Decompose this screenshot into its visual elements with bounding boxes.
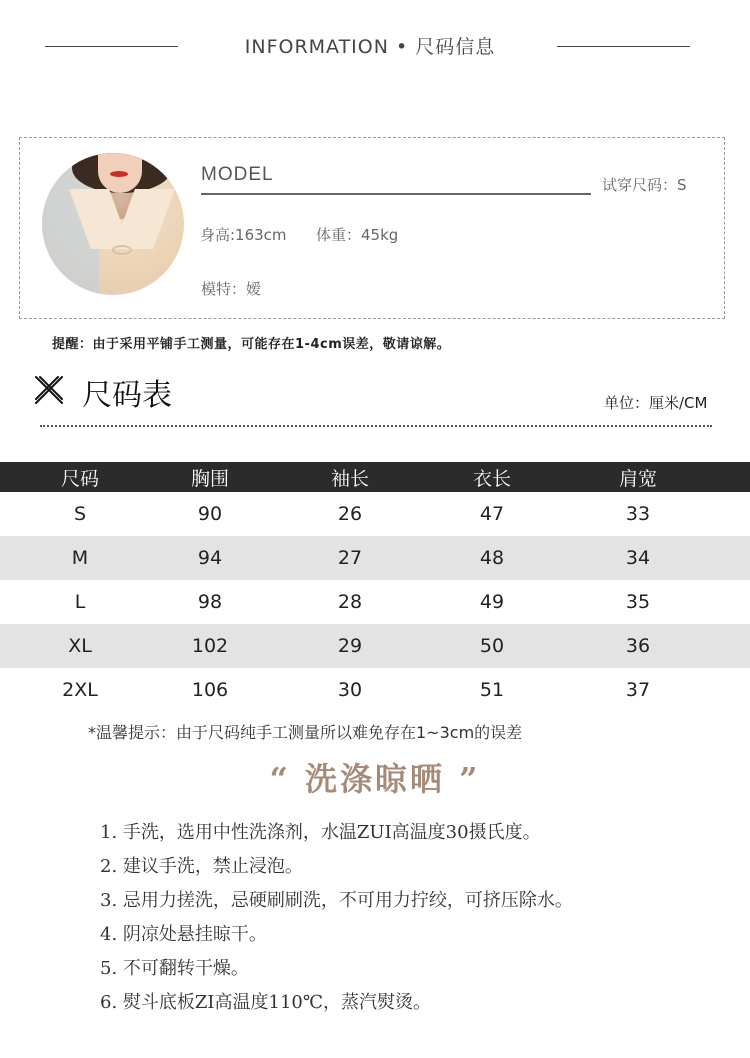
table-row bbox=[0, 580, 750, 624]
table-cell: 49 bbox=[479, 591, 505, 613]
list-item: 5. 不可翻转干燥。 bbox=[100, 958, 249, 979]
list-item: 3. 忌用力搓洗，忌硬刷刷洗，不可用力拧绞，可挤压除水。 bbox=[100, 890, 573, 911]
model-underline bbox=[201, 193, 591, 195]
table-cell: 98 bbox=[197, 591, 223, 613]
table-header-cell: 袖长 bbox=[330, 467, 369, 490]
model-name: 模特：嫒 bbox=[201, 280, 262, 298]
table-cell: 47 bbox=[479, 503, 505, 525]
list-item: 2. 建议手洗，禁止浸泡。 bbox=[100, 856, 303, 877]
table-cell: 90 bbox=[197, 503, 223, 525]
table-cell: 2XL bbox=[62, 679, 98, 701]
size-chart-unit: 单位：厘米/CM bbox=[604, 394, 708, 412]
table-row bbox=[0, 624, 750, 668]
tryon-size: 试穿尺码：S bbox=[602, 176, 687, 194]
washing-instructions bbox=[100, 818, 573, 1022]
table-cell: 27 bbox=[337, 547, 363, 569]
table-cell: S bbox=[73, 503, 87, 525]
table-cell: 34 bbox=[625, 547, 651, 569]
table-cell: 106 bbox=[191, 679, 229, 701]
table-cell: 51 bbox=[479, 679, 505, 701]
header-divider-right bbox=[557, 46, 690, 47]
size-table bbox=[0, 462, 750, 712]
table-cell: 28 bbox=[337, 591, 363, 613]
measurement-reminder: 提醒：由于采用平铺手工测量，可能存在1-4cm误差，敬请谅解。 bbox=[52, 337, 451, 352]
table-cell: 37 bbox=[625, 679, 651, 701]
model-height: 身高:163cm bbox=[200, 226, 287, 244]
model-info-card bbox=[19, 137, 725, 319]
table-cell: 29 bbox=[337, 635, 363, 657]
table-cell: 30 bbox=[337, 679, 363, 701]
table-cell: 102 bbox=[191, 635, 229, 657]
header-divider-left bbox=[45, 46, 178, 47]
table-cell: L bbox=[74, 591, 86, 613]
page-title: INFORMATION • 尺码信息 bbox=[244, 36, 496, 58]
dotted-divider bbox=[40, 425, 712, 427]
table-cell: 33 bbox=[625, 503, 651, 525]
model-weight: 体重：45kg bbox=[316, 226, 399, 244]
table-row bbox=[0, 668, 750, 712]
model-label: MODEL bbox=[201, 164, 274, 185]
table-cell: M bbox=[71, 547, 89, 569]
cross-icon bbox=[32, 373, 66, 407]
table-cell: 35 bbox=[625, 591, 651, 613]
table-cell: 94 bbox=[197, 547, 223, 569]
table-cell: 36 bbox=[625, 635, 651, 657]
table-cell: 50 bbox=[479, 635, 505, 657]
washing-title: “ 洗涤晾晒 ” bbox=[269, 760, 481, 798]
table-cell: 26 bbox=[337, 503, 363, 525]
table-cell: XL bbox=[68, 635, 92, 657]
table-header-row bbox=[0, 462, 750, 492]
table-header-cell: 衣长 bbox=[472, 467, 511, 490]
table-note: *温馨提示：由于尺码纯手工测量所以难免存在1~3cm的误差 bbox=[88, 723, 523, 742]
size-chart-title: 尺码表 bbox=[82, 378, 172, 413]
table-header-cell: 肩宽 bbox=[618, 467, 657, 490]
table-row bbox=[0, 536, 750, 580]
table-header-cell: 胸围 bbox=[190, 467, 229, 490]
table-row bbox=[0, 492, 750, 536]
table-header-cell: 尺码 bbox=[60, 467, 99, 490]
list-item: 1. 手洗，选用中性洗涤剂，水温ZUI高温度30摄氏度。 bbox=[100, 822, 541, 843]
model-avatar bbox=[42, 153, 184, 295]
list-item: 6. 熨斗底板ZI高温度110℃，蒸汽熨烫。 bbox=[100, 992, 432, 1013]
list-item: 4. 阴凉处悬挂晾干。 bbox=[100, 924, 267, 945]
table-cell: 48 bbox=[479, 547, 505, 569]
